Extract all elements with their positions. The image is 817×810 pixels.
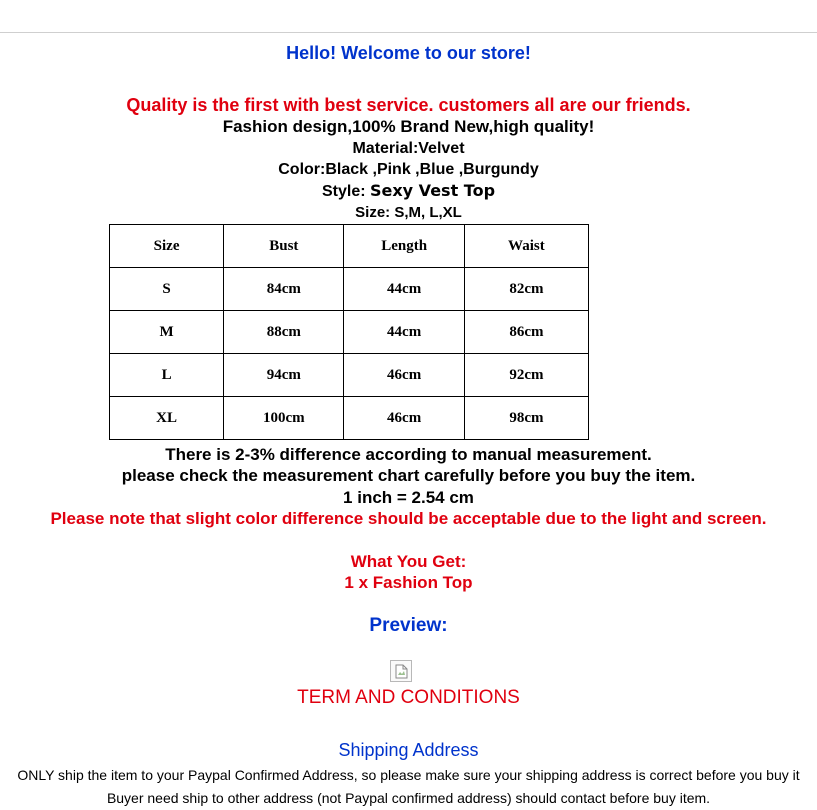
table-cell: 92cm <box>464 354 588 397</box>
size-chart-table <box>109 224 589 440</box>
top-divider <box>0 32 817 33</box>
terms-heading: TERM AND CONDITIONS <box>297 687 520 708</box>
color-difference-note: Please note that slight color difference should be acceptable due to the light and screen. <box>50 509 767 528</box>
table-cell: L <box>110 354 224 397</box>
style-value: Sexy Vest Top <box>369 181 496 200</box>
color-line: Color:Black ,Pink ,Blue ,Burgundy <box>278 161 539 178</box>
table-cell: S <box>110 268 224 311</box>
check-chart-note: please check the measurement chart carefully before you buy the item. <box>121 466 696 485</box>
fashion-statement: Fashion design,100% Brand New,high quality! <box>222 117 595 136</box>
shipping-address-heading: Shipping Address <box>338 740 479 760</box>
broken-image-icon <box>390 660 412 682</box>
table-cell: 94cm <box>224 354 344 397</box>
preview-heading: Preview: <box>369 615 448 636</box>
table-cell: M <box>110 311 224 354</box>
table-cell: 44cm <box>344 311 464 354</box>
table-row <box>110 311 589 354</box>
table-row <box>110 397 589 440</box>
table-header-cell: Waist <box>464 225 588 268</box>
table-row <box>110 268 589 311</box>
table-cell: XL <box>110 397 224 440</box>
measurement-note: There is 2-3% difference according to manual measurement. <box>165 445 652 464</box>
size-line: Size: S,M, L,XL <box>355 204 462 221</box>
table-header-cell: Length <box>344 225 464 268</box>
shipping-contact-text: Buyer need ship to other address (not Paypal confirmed address) should contact before buy item. <box>106 790 711 806</box>
style-line <box>0 180 817 203</box>
welcome-heading: Hello! Welcome to our store! <box>286 43 531 63</box>
table-cell: 46cm <box>344 397 464 440</box>
table-row <box>110 354 589 397</box>
what-you-get-heading: What You Get: <box>350 552 467 571</box>
style-label: Style: <box>321 183 370 200</box>
table-cell: 46cm <box>344 354 464 397</box>
table-header-cell: Size <box>110 225 224 268</box>
table-cell: 98cm <box>464 397 588 440</box>
table-cell: 100cm <box>224 397 344 440</box>
table-cell: 82cm <box>464 268 588 311</box>
table-cell: 44cm <box>344 268 464 311</box>
package-item: 1 x Fashion Top <box>344 573 473 592</box>
table-header-cell: Bust <box>224 225 344 268</box>
shipping-policy-text: ONLY ship the item to your Paypal Confirmed Address, so please make sure your shipping address is correct before you buy it <box>17 767 800 783</box>
inch-conversion: 1 inch = 2.54 cm <box>343 488 474 507</box>
quality-statement: Quality is the first with best service. customers all are our friends. <box>126 95 691 115</box>
table-cell: 88cm <box>224 311 344 354</box>
material-line: Material:Velvet <box>352 140 465 157</box>
table-cell: 84cm <box>224 268 344 311</box>
table-header-row <box>110 225 589 268</box>
table-cell: 86cm <box>464 311 588 354</box>
